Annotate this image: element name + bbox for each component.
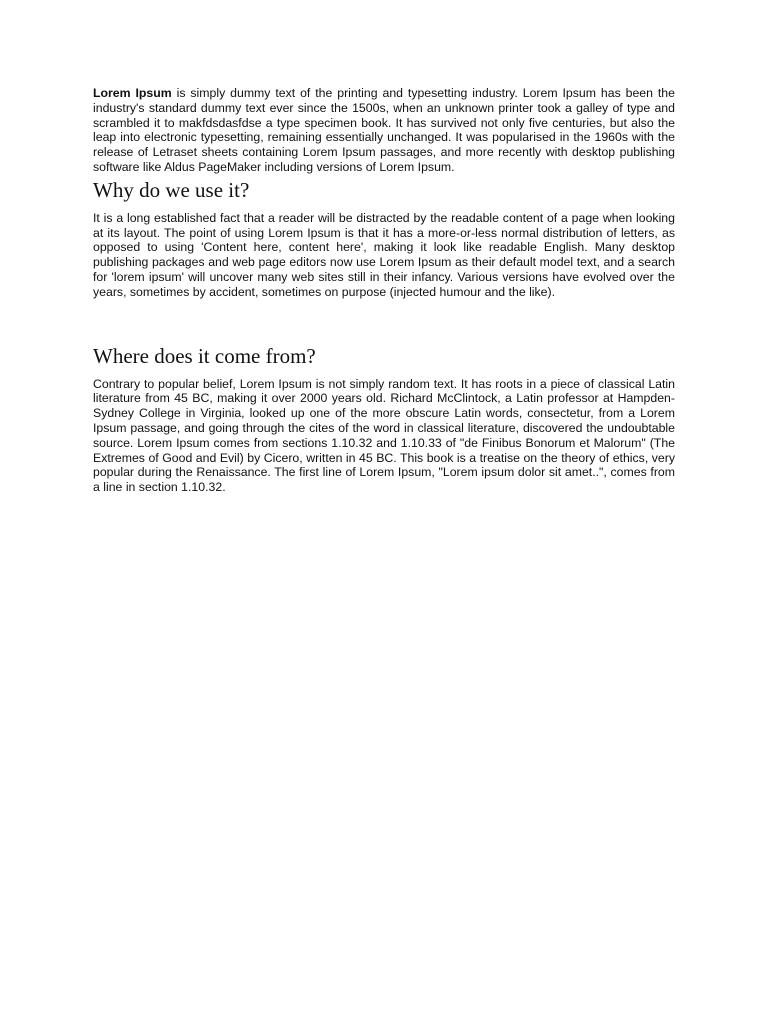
intro-lead-term: Lorem Ipsum bbox=[93, 86, 172, 100]
why-paragraph: It is a long established fact that a reader will be distracted by the readable content of a page when looking at its layout. The point of using Lorem Ipsum is that it has a more-or-less normal distribution of letters, as opposed to using 'Content here, content here', making it look like readable English. Many desktop publishing packages and web page editors now use Lorem Ipsum as their default model text, and a search for 'lorem ipsum' will uncover many web sites still in their infancy. Various versions have evolved over the years, sometimes by accident, sometimes on purpose (injected humour and the like). bbox=[93, 210, 675, 299]
intro-paragraph bbox=[93, 86, 675, 175]
where-paragraph: Contrary to popular belief, Lorem Ipsum is not simply random text. It has roots in a piece of classical Latin literature from 45 BC, making it over 2000 years old. Richard McClintock, a Latin professor at Hampden-Sydney College in Virginia, looked up one of the more obscure Latin words, consectetur, from a Lorem Ipsum passage, and going through the cites of the word in classical literature, discovered the undoubtable source. Lorem Ipsum comes from sections 1.10.32 and 1.10.33 of "de Finibus Bonorum et Malorum" (The Extremes of Good and Evil) by Cicero, written in 45 BC. This book is a treatise on the theory of ethics, very popular during the Renaissance. The first line of Lorem Ipsum, "Lorem ipsum dolor sit amet..", comes from a line in section 1.10.32. bbox=[93, 376, 675, 495]
intro-text: is simply dummy text of the printing and typesetting industry. Lorem Ipsum has been the industry's standard dummy text ever since the 1500s, when an unknown printer took a galley of type and scrambled it to makfdsdasfdse a type specimen book. It has survived not only five centuries, but also the leap into electronic typesetting, remaining essentially unchanged. It was popularised in the 1960s with the release of Letraset sheets containing Lorem Ipsum passages, and more recently with desktop publishing software like Aldus PageMaker including versions of Lorem Ipsum. bbox=[93, 86, 675, 174]
heading-where: Where does it come from? bbox=[93, 343, 316, 368]
heading-why: Why do we use it? bbox=[93, 177, 250, 202]
document-content bbox=[93, 86, 675, 495]
